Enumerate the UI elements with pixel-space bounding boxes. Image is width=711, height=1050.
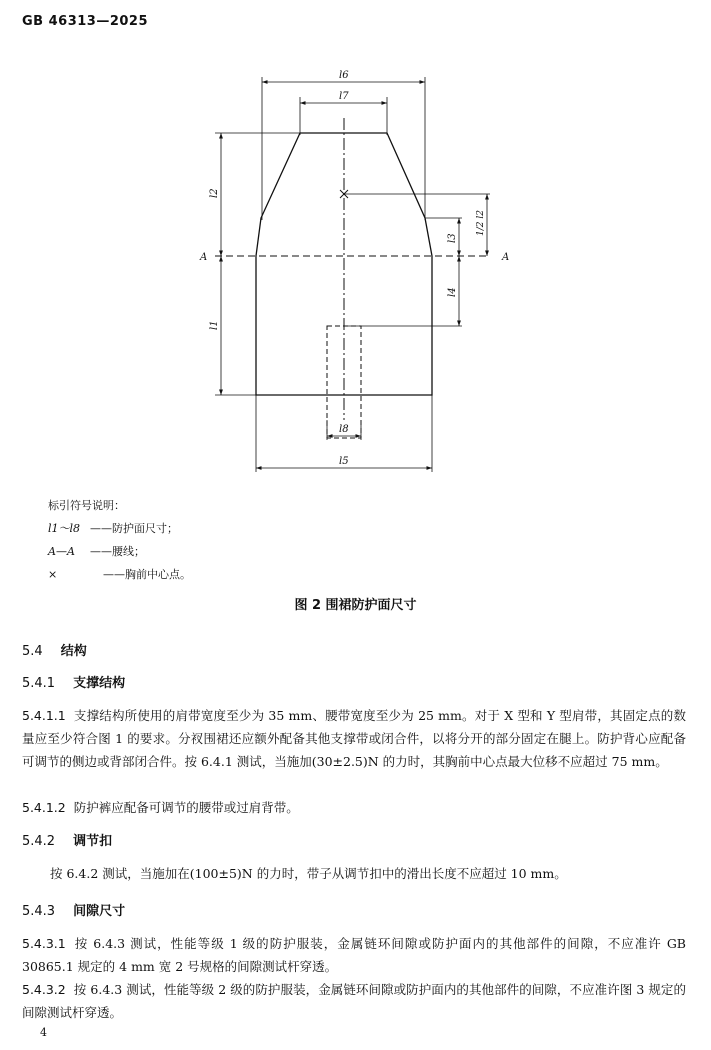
clause-5-4-3-2	[22, 978, 686, 1024]
dim-label-l2: l2	[209, 188, 220, 198]
section-heading-5-4	[22, 640, 87, 659]
waist-label-left: A	[200, 252, 208, 263]
dim-label-l5: l5	[339, 456, 349, 467]
legend-symbol: A—A	[48, 545, 75, 558]
legend-item	[48, 517, 191, 540]
dim-label-l1: l1	[209, 320, 220, 330]
clause-text: 防护裤应配备可调节的腰带或过肩背带。	[73, 800, 299, 815]
legend-desc: ——胸前中心点。	[103, 568, 191, 581]
clause-number: 5.4.3.2	[22, 982, 66, 997]
apron-dimension-figure	[0, 0, 711, 490]
section-title: 结构	[60, 644, 87, 659]
clause-number: 5.4.1.1	[22, 708, 66, 723]
clause-number: 5.4.1.2	[22, 800, 66, 815]
figure-legend	[48, 494, 191, 586]
clause-5-4-3-1	[22, 932, 686, 978]
page-number: 4	[40, 1026, 47, 1039]
clause-5-4-1-2	[22, 796, 686, 819]
waist-label-right: A	[502, 252, 510, 263]
clause-text: 按 6.4.3 测试，性能等级 1 级的防护服装，金属链环间隙或防护面内的其他部件的间隙，不应准许 GB 30865.1 规定的 4 mm 宽 2 号规格的间隙测试杆穿透。	[22, 936, 686, 974]
legend-desc: ——腰线；	[90, 545, 145, 558]
clause-text: 支撑结构所使用的肩带宽度至少为 35 mm、腰带宽度至少为 25 mm。对于 X 型和 Y 型肩带，其固定点的数量应至少符合图 1 的要求。分衩围裙还应额外配备其他支撑带或闭合件，以将分开的部分固定在腿上。防护背心应配备可调节的侧边或背部闭合件。按 6.4.1 测试，当施加(30±2.5)N 的力时，其胸前中心点最大位移不应超过 75 mm。	[22, 708, 686, 769]
legend-item	[48, 540, 191, 563]
section-title: 支撑结构	[73, 676, 126, 691]
clause-number: 5.4.3.1	[22, 936, 66, 951]
section-number: 5.4.1	[22, 676, 56, 691]
section-heading-5-4-1	[22, 672, 125, 691]
clause-5-4-2-text: 按 6.4.2 测试，当施加在(100±5)N 的力时，带子从调节扣中的滑出长度不应超过 10 mm。	[50, 866, 567, 881]
clause-text: 按 6.4.3 测试，性能等级 2 级的防护服装，金属链环间隙或防护面内的其他部件的间隙，不应准许图 3 规定的间隙测试杆穿透。	[22, 982, 686, 1020]
section-heading-5-4-3	[22, 900, 125, 919]
section-number: 5.4.2	[22, 834, 56, 849]
dimension-arrows	[221, 82, 487, 468]
dim-label-l3: l3	[447, 233, 458, 243]
section-number: 5.4	[22, 644, 43, 659]
section-title: 调节扣	[73, 834, 113, 849]
dim-label-l8: l8	[339, 424, 349, 435]
figure-caption: 图 2 围裙防护面尺寸	[294, 598, 417, 613]
standard-number-header: GB 46313—2025	[22, 14, 149, 29]
legend-desc: ——防护面尺寸；	[90, 522, 178, 535]
section-title: 间隙尺寸	[73, 904, 126, 919]
section-heading-5-4-2	[22, 830, 112, 849]
legend-symbol: l1～l8	[48, 522, 81, 535]
dim-label-l7: l7	[339, 91, 349, 102]
dim-label-l4: l4	[447, 287, 458, 297]
legend-title: 标引符号说明：	[48, 499, 125, 512]
dim-label-l6: l6	[339, 70, 349, 81]
legend-item	[48, 563, 191, 586]
dim-label-half-l2: 1/2 l2	[476, 210, 486, 236]
clause-5-4-1-1	[22, 704, 686, 773]
section-number: 5.4.3	[22, 904, 56, 919]
legend-symbol: ×	[48, 568, 58, 581]
